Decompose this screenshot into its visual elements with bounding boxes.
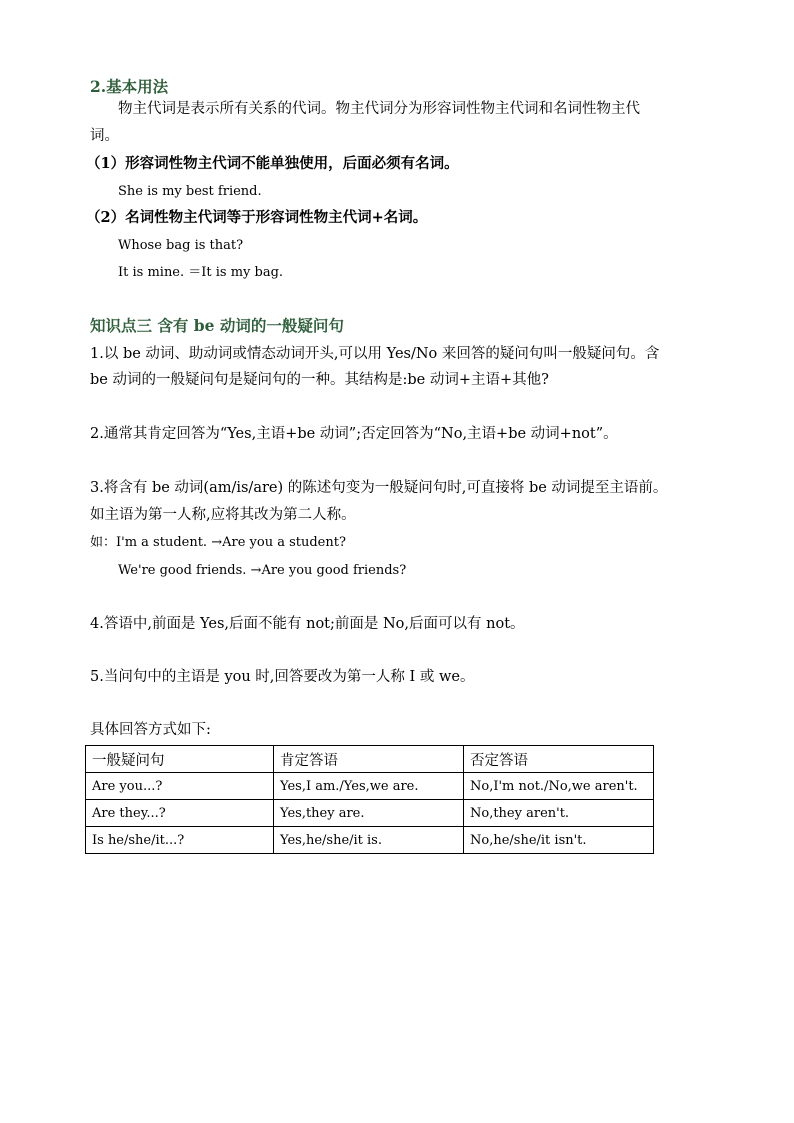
table-cell: Are they...? (86, 800, 274, 827)
section2-intro-line2: 词。 (90, 128, 119, 144)
table-row (86, 827, 654, 854)
section2-heading: 2.基本用法 (90, 77, 169, 96)
table-cell: Are you...? (86, 773, 274, 800)
point3-p1-line2: be 动词的一般疑问句是疑问句的一种。其结构是:be 动词+主语+其他? (90, 372, 549, 388)
rule2-example2: It is mine. ＝It is my bag. (118, 265, 284, 280)
table-header-cell: 否定答语 (464, 746, 654, 773)
point3-p2: 2.通常其肯定回答为“Yes,主语+be 动词”;否定回答为“No,主语+be 动词+not”。 (90, 426, 618, 442)
rule1-example: She is my best friend. (118, 184, 262, 199)
table-cell: Yes,he/she/it is. (274, 827, 464, 854)
table-cell: No,I'm not./No,we aren't. (464, 773, 654, 800)
point3-p3-line2: 如主语为第一人称,应将其改为第二人称。 (90, 507, 356, 523)
table-cell: Yes,I am./Yes,we are. (274, 773, 464, 800)
point3-p4: 4.答语中,前面是 Yes,后面不能有 not;前面是 No,后面可以有 not。 (90, 616, 525, 632)
table-intro: 具体回答方式如下: (90, 722, 211, 738)
table-row (86, 773, 654, 800)
table-header-cell: 一般疑问句 (86, 746, 274, 773)
point3-heading: 知识点三 含有 be 动词的一般疑问句 (90, 316, 344, 335)
table-cell: No,he/she/it isn't. (464, 827, 654, 854)
point3-example1: 如：I'm a student. →Are you a student? (90, 535, 346, 550)
table-cell: Yes,they are. (274, 800, 464, 827)
point3-example2: We're good friends. →Are you good friends? (118, 563, 407, 578)
table-row (86, 800, 654, 827)
answer-table (85, 745, 654, 854)
section2-intro-line1: 物主代词是表示所有关系的代词。物主代词分为形容词性物主代词和名词性物主代 (118, 101, 640, 117)
table-cell: No,they aren't. (464, 800, 654, 827)
rule2-example1: Whose bag is that? (118, 238, 244, 253)
rule2-text: （2）名词性物主代词等于形容词性物主代词+名词。 (86, 209, 428, 226)
table-cell: Is he/she/it...? (86, 827, 274, 854)
table-header-row (86, 746, 654, 773)
rule1-text: （1）形容词性物主代词不能单独使用，后面必须有名词。 (86, 155, 459, 172)
point3-p3-line1: 3.将含有 be 动词(am/is/are) 的陈述句变为一般疑问句时,可直接将 be 动词提至主语前。 (90, 480, 668, 496)
point3-p1-line1: 1.以 be 动词、助动词或情态动词开头,可以用 Yes/No 来回答的疑问句叫一般疑问句。含 (90, 346, 660, 362)
table-header-cell: 肯定答语 (274, 746, 464, 773)
point3-p5: 5.当问句中的主语是 you 时,回答要改为第一人称 I 或 we。 (90, 669, 475, 685)
